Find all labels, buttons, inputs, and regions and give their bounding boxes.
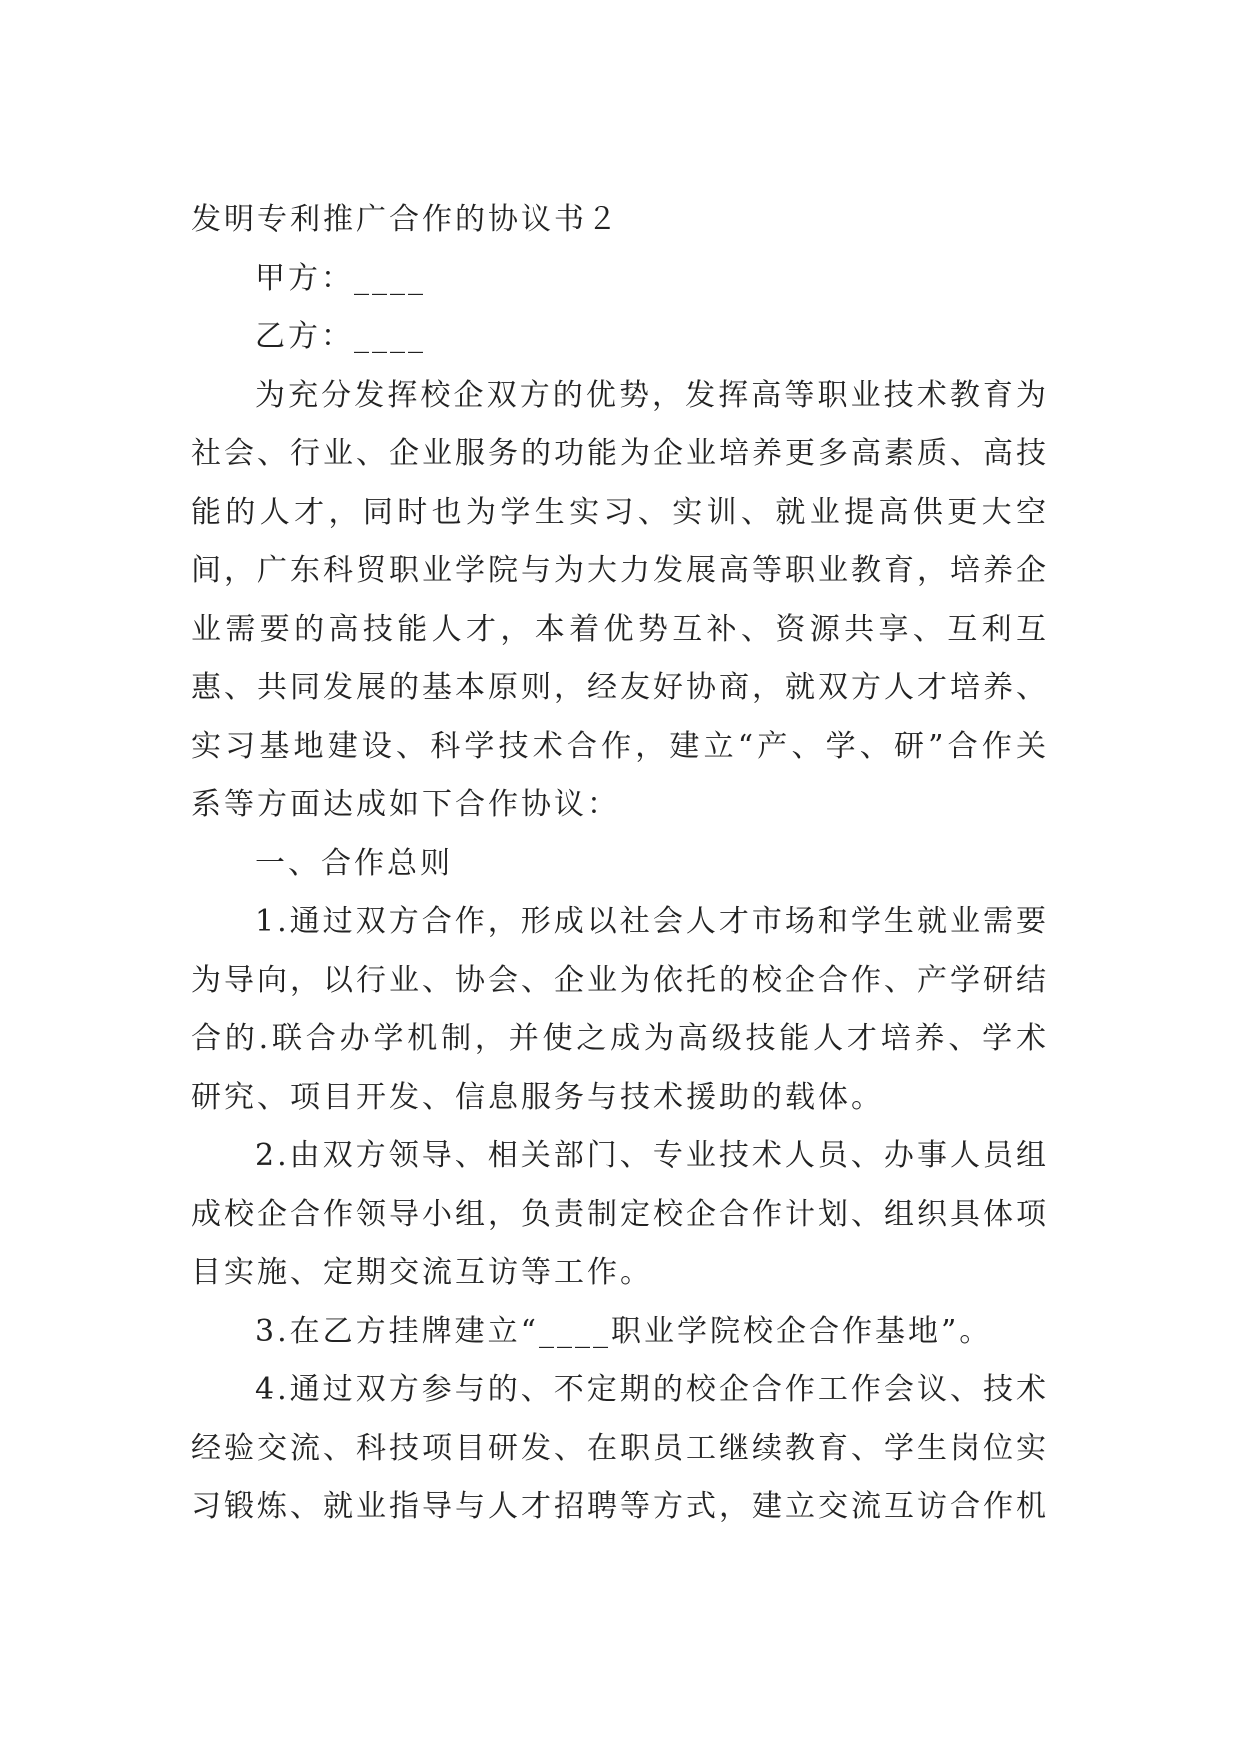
- clause-3: 3.在乙方挂牌建立“____职业学院校企合作基地”。: [255, 1313, 993, 1349]
- section-heading-general-principles: 一、合作总则: [255, 845, 453, 881]
- clause-1: 1.通过双方合作，形成以社会人才市场和学生就业需要为导向，以行业、协会、企业为依托的校企合作、产学研结合的.联合办学机制，并使之成为高级技能人才培养、学术研究、项目开发、信息服务与技术援助的载体。: [191, 904, 1049, 1115]
- document-body: [191, 191, 1049, 1537]
- party-a-line: 甲方：____: [255, 260, 426, 296]
- clause-4: 4.通过双方参与的、不定期的校企合作工作会议、技术经验交流、科技项目研发、在职员工继续教育、学生岗位实习锻炼、就业指导与人才招聘等方式，建立交流互访合作机: [191, 1372, 1049, 1524]
- clause-2: 2.由双方领导、相关部门、专业技术人员、办事人员组成校企合作领导小组，负责制定校企合作计划、组织具体项目实施、定期交流互访等工作。: [191, 1138, 1049, 1290]
- party-b-line: 乙方：____: [255, 319, 426, 354]
- intro-paragraph: 为充分发挥校企双方的优势，发挥高等职业技术教育为社会、行业、企业服务的功能为企业培养更多高素质、高技能的人才，同时也为学生实习、实训、就业提高供更大空间，广东科贸职业学院与为大力发展高等职业教育，培养企业需要的高技能人才，本着优势互补、资源共享、互利互惠、共同发展的基本原则，经友好协商，就双方人才培养、实习基地建设、科学技术合作，建立“产、学、研”合作关系等方面达成如下合作协议：: [191, 377, 1049, 822]
- document-title: 发明专利推广合作的协议书２: [191, 202, 620, 237]
